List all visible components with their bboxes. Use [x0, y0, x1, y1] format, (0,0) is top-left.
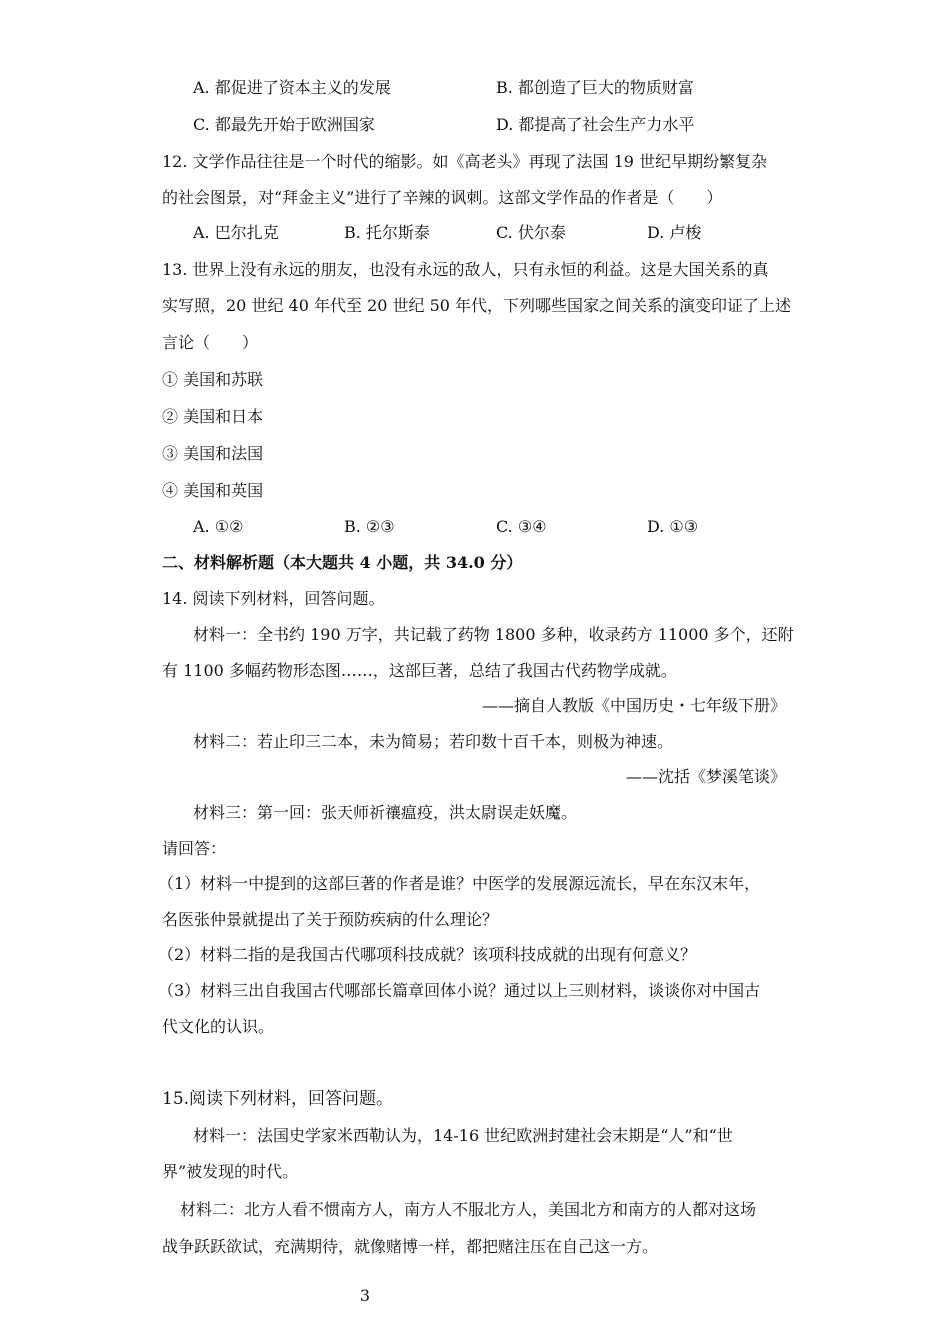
q12-option-b: B. 托尔斯泰	[344, 223, 430, 242]
q14-ask: 请回答：	[162, 839, 227, 858]
q15-material-2: 战争跃跃欲试，充满期待，就像赌博一样，都把赌注压在自己这一方。	[162, 1237, 659, 1256]
q14-material-1-source: ——摘自人教版《中国历史・七年级下册》	[481, 696, 786, 715]
q13-option-b: B. ②③	[344, 517, 395, 536]
q14-sub-question-1: （1）材料一中提到的这部巨著的作者是谁？中医学的发展源远流长，早在东汉末年，	[158, 874, 761, 893]
q13-stem-line: 13. 世界上没有永远的朋友，也没有永远的敌人，只有永恒的利益。这是大国关系的真	[162, 260, 769, 279]
q13-option-a: A. ①②	[193, 517, 244, 536]
q13-option-c: C. ③④	[496, 517, 547, 536]
q13-item: ② 美国和日本	[162, 407, 264, 426]
q13-stem-line: 实写照，20 世纪 40 年代至 20 世纪 50 年代，下列哪些国家之间关系的演变印证了上述	[162, 296, 792, 315]
q11-option-c: C. 都最先开始于欧洲国家	[193, 115, 375, 134]
q12-stem-line: 的社会图景，对“拜金主义”进行了辛辣的讽刺。这部文学作品的作者是（ ）	[162, 188, 723, 207]
q13-stem-line: 言论（ ）	[162, 333, 259, 352]
q15-material-2: 材料二：北方人看不惯南方人，南方人不服北方人，美国北方和南方的人都对这场	[180, 1200, 757, 1219]
q11-option-a: A. 都促进了资本主义的发展	[193, 78, 391, 97]
q15-material-1: 界”被发现的时代。	[162, 1162, 299, 1181]
q13-item: ④ 美国和英国	[162, 481, 264, 500]
q14-material-3: 材料三：第一回：张天师祈禳瘟疫，洪太尉误走妖魔。	[193, 803, 578, 822]
q14-material-1: 有 1100 多幅药物形态图……，这部巨著，总结了我国古代药物学成就。	[162, 661, 677, 680]
q14-sub-question-3: （3）材料三出自我国古代哪部长篇章回体小说？通过以上三则材料，谈谈你对中国古	[158, 981, 761, 1000]
q14-sub-question-3: 代文化的认识。	[162, 1017, 275, 1036]
q13-item: ① 美国和苏联	[162, 370, 264, 389]
q15-intro: 15.阅读下列材料，回答问题。	[162, 1089, 394, 1109]
q11-option-d: D. 都提高了社会生产力水平	[496, 115, 695, 134]
q14-material-1: 材料一：全书约 190 万字，共记载了药物 1800 多种，收录药方 11000 多个，还附	[193, 625, 794, 644]
page-number: 3	[359, 1286, 371, 1305]
q14-material-2: 材料二：若止印三二本，未为简易；若印数十百千本，则极为神速。	[193, 732, 674, 751]
q11-option-b: B. 都创造了巨大的物质财富	[496, 78, 694, 97]
q15-material-1: 材料一：法国史学家米西勒认为，14-16 世纪欧洲封建社会末期是“人”和“世	[193, 1126, 733, 1145]
q12-stem-line: 12. 文学作品往往是一个时代的缩影。如《高老头》再现了法国 19 世纪早期纷繁复杂	[162, 152, 768, 171]
q12-option-d: D. 卢梭	[647, 223, 702, 242]
q14-sub-question-2: （2）材料二指的是我国古代哪项科技成就？该项科技成就的出现有何意义？	[158, 945, 697, 964]
q14-sub-question-1: 名医张仲景就提出了关于预防疾病的什么理论？	[162, 910, 499, 929]
q12-option-a: A. 巴尔扎克	[193, 223, 279, 242]
section-heading: 二、材料解析题（本大题共 4 小题，共 34.0 分）	[162, 553, 523, 572]
q13-item: ③ 美国和法国	[162, 444, 264, 463]
q13-option-d: D. ①③	[647, 517, 699, 536]
q14-intro: 14. 阅读下列材料，回答问题。	[162, 589, 385, 608]
q14-material-2-source: ——沈括《梦溪笔谈》	[625, 767, 786, 786]
q12-option-c: C. 伏尔泰	[496, 223, 566, 242]
